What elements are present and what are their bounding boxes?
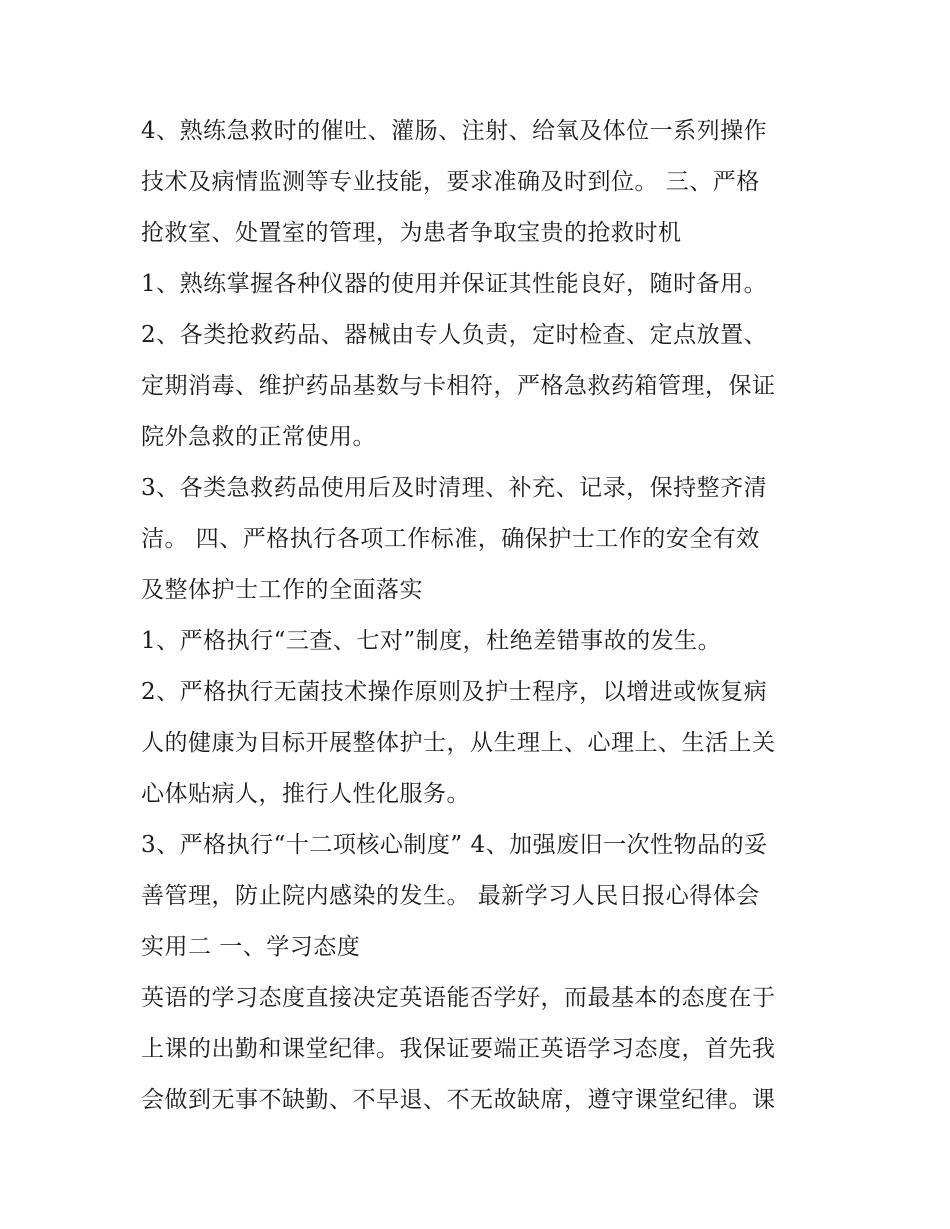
text-line: 抢救室、处置室的管理，为患者争取宝贵的抢救时机	[141, 220, 682, 246]
text-line: 技术及病情监测等专业技能，要求准确及时到位。 三、严格	[141, 169, 760, 195]
text-line: 实用二 一、学习态度	[141, 934, 361, 960]
text-line: 1、严格执行“三查、七对”制度，杜绝差错事故的发生。	[141, 628, 722, 654]
document-body	[141, 106, 831, 1126]
text-line: 3、各类急救药品使用后及时清理、补充、记录，保持整齐清	[141, 475, 768, 501]
text-line: 善管理，防止院内感染的发生。 最新学习人民日报心得体会	[141, 883, 760, 909]
text-line: 1、熟练掌握各种仪器的使用并保证其性能良好，随时备用。	[141, 271, 768, 297]
text-line: 定期消毒、维护药品基数与卡相符，严格急救药箱管理，保证	[141, 373, 776, 399]
text-line: 院外急救的正常使用。	[141, 424, 376, 450]
text-line: 4、熟练急救时的催吐、灌肠、注射、给氧及体位一系列操作	[141, 118, 768, 144]
text-line: 上课的出勤和课堂纪律。我保证要端正英语学习态度，首先我	[141, 1036, 776, 1062]
text-line: 洁。 四、严格执行各项工作标准，确保护士工作的安全有效	[141, 526, 760, 552]
text-line: 英语的学习态度直接决定英语能否学好，而最基本的态度在于	[141, 985, 776, 1011]
text-line: 心体贴病人，推行人性化服务。	[141, 781, 470, 807]
text-line: 及整体护士工作的全面落实	[141, 577, 423, 603]
text-line: 人的健康为目标开展整体护士，从生理上、心理上、生活上关	[141, 730, 776, 756]
text-line: 会做到无事不缺勤、不早退、不无故缺席，遵守课堂纪律。课	[141, 1087, 776, 1113]
text-line: 2、严格执行无菌技术操作原则及护士程序，以增进或恢复病	[141, 679, 768, 705]
text-line: 2、各类抢救药品、器械由专人负责，定时检查、定点放置、	[141, 322, 768, 348]
text-line: 3、严格执行“十二项核心制度” 4、加强废旧一次性物品的妥	[141, 832, 768, 858]
